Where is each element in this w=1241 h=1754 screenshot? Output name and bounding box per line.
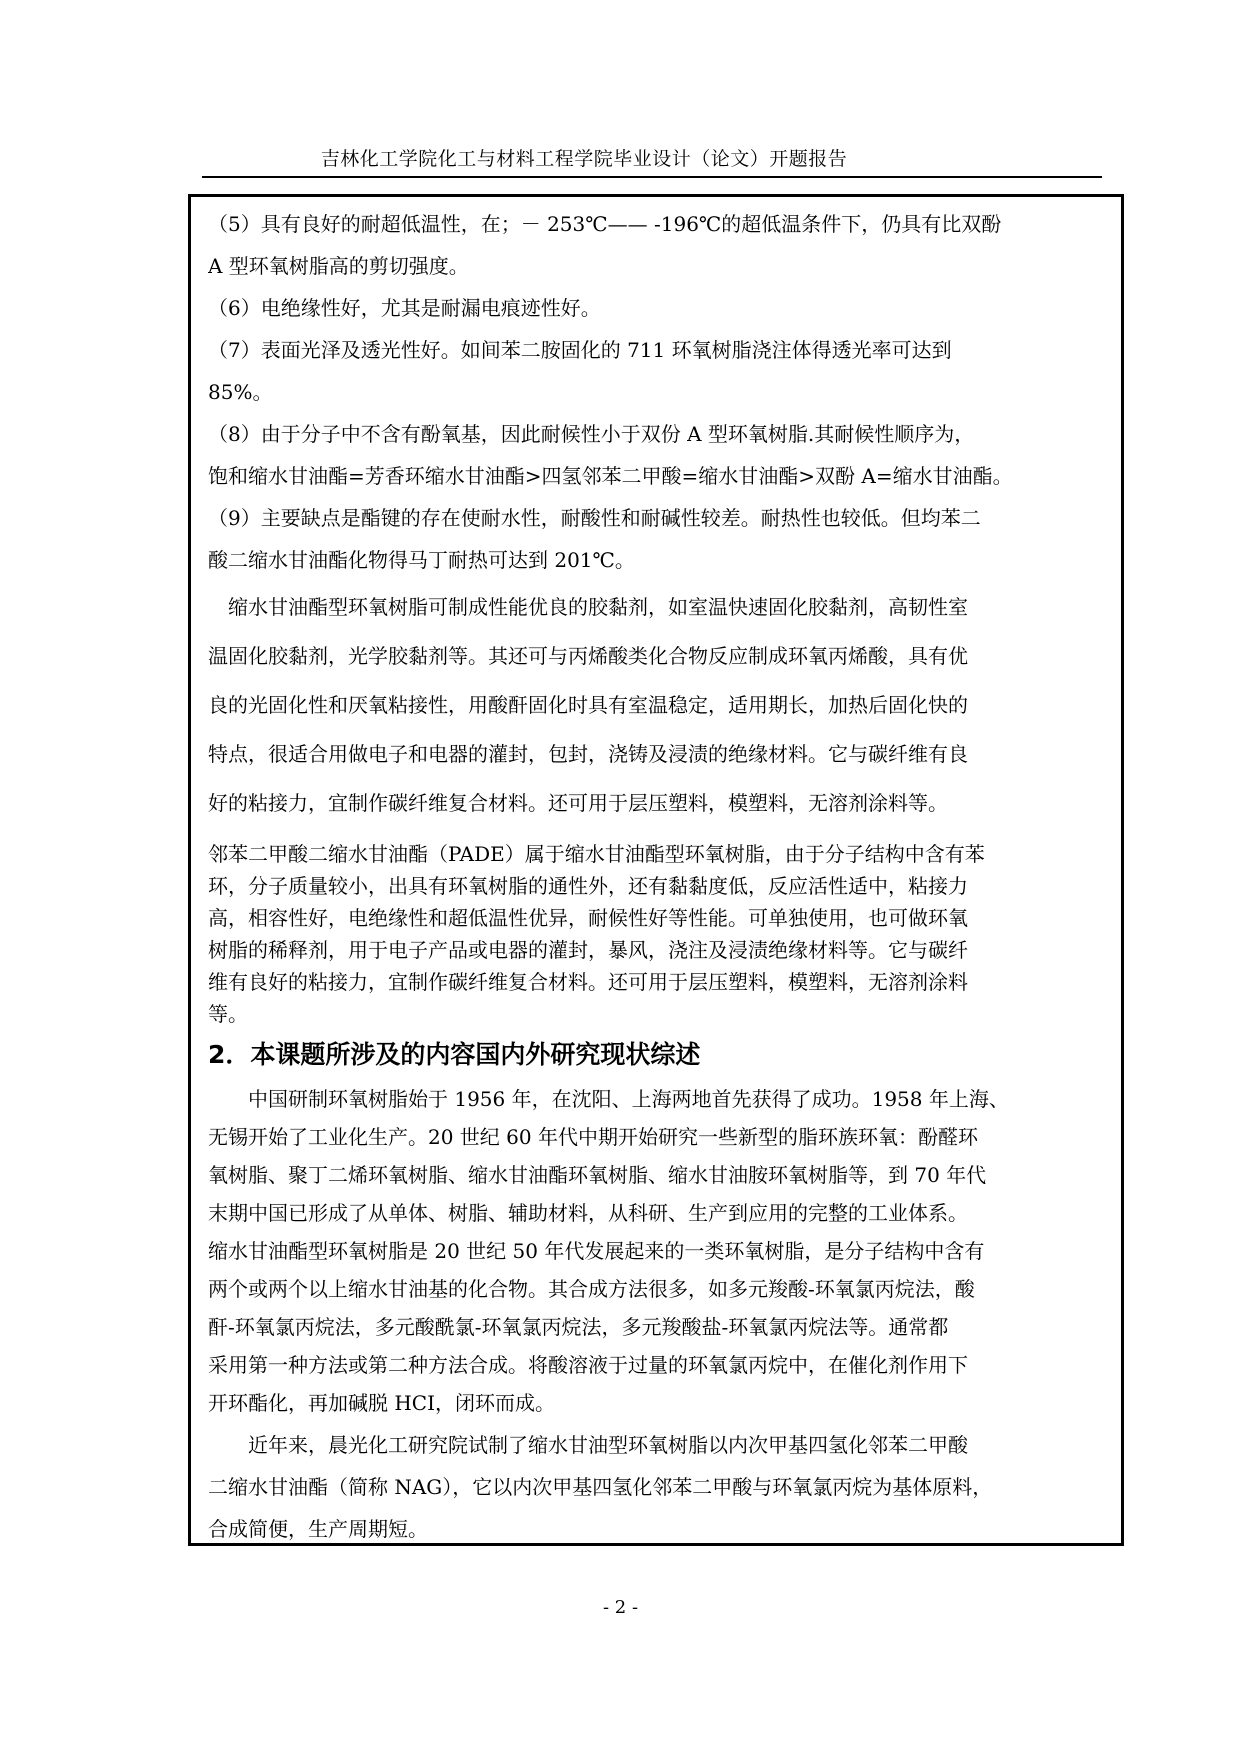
paragraph-line: 邻苯二甲酸二缩水甘油酯（PADE）属于缩水甘油酯型环氧树脂，由于分子结构中含有苯 <box>208 842 985 866</box>
paragraph-line: 特点，很适合用做电子和电器的灌封，包封，浇铸及浸渍的绝缘材料。它与碳纤维有良 <box>208 742 968 766</box>
paragraph-line: 环，分子质量较小，出具有环氧树脂的通性外，还有黏黏度低，反应活性适中，粘接力 <box>208 874 968 898</box>
properties-list <box>208 203 1108 581</box>
paragraph-line: 开环酯化，再加碱脱 HCI，闭环而成。 <box>208 1391 556 1415</box>
history-paragraph <box>208 1080 1108 1422</box>
paragraph-line: 树脂的稀释剂，用于电子产品或电器的灌封，暴风，浇注及浸渍绝缘材料等。它与碳纤 <box>208 938 968 962</box>
paragraph-line: 采用第一种方法或第二种方法合成。将酸溶液于过量的环氧氯丙烷中，在催化剂作用下 <box>208 1353 968 1377</box>
paragraph-line: 两个或两个以上缩水甘油基的化合物。其合成方法很多，如多元羧酸-环氧氯丙烷法，酸 <box>208 1277 975 1301</box>
paragraph-line: 好的粘接力，宜制作碳纤维复合材料。还可用于层压塑料，模塑料，无溶剂涂料等。 <box>208 791 948 815</box>
report-header-title: 吉林化工学院化工与材料工程学院毕业设计（论文）开题报告 <box>320 148 848 170</box>
recent-paragraph <box>208 1424 1108 1550</box>
property-line: （9）主要缺点是酯键的存在使耐水性，耐酸性和耐碱性较差。耐热性也较低。但均苯二 <box>208 506 981 530</box>
applications-paragraph <box>208 583 1108 828</box>
paragraph-line: 二缩水甘油酯（简称 NAG），它以内次甲基四氢化邻苯二甲酸与环氧氯丙烷为基体原料， <box>208 1475 993 1499</box>
property-line: A 型环氧树脂高的剪切强度。 <box>208 254 469 278</box>
property-line: 酸二缩水甘油酯化物得马丁耐热可达到 201℃。 <box>208 548 635 572</box>
header-divider <box>202 176 1102 178</box>
pade-paragraph <box>208 838 1108 1030</box>
property-line: 饱和缩水甘油酯=芳香环缩水甘油酯>四氢邻苯二甲酸=缩水甘油酯>双酚 A=缩水甘油酯。 <box>208 464 1013 488</box>
paragraph-line: 中国研制环氧树脂始于 1956 年，在沈阳、上海两地首先获得了成功。1958 年上海、 <box>208 1087 1009 1111</box>
paragraph-line: 近年来，晨光化工研究院试制了缩水甘油型环氧树脂以内次甲基四氢化邻苯二甲酸 <box>208 1433 968 1457</box>
property-line: （5）具有良好的耐超低温性，在；－ 253℃—— -196℃的超低温条件下，仍具有比双酚 <box>208 212 1002 236</box>
page-number: - 2 - <box>602 1597 639 1618</box>
paragraph-line: 等。 <box>208 1002 248 1026</box>
paragraph-line: 无锡开始了工业化生产。20 世纪 60 年代中期开始研究一些新型的脂环族环氧：酚醛环 <box>208 1125 978 1149</box>
paragraph-line: 酐-环氧氯丙烷法，多元酸酰氯-环氧氯丙烷法，多元羧酸盐-环氧氯丙烷法等。通常都 <box>208 1315 949 1339</box>
paragraph-line: 维有良好的粘接力，宜制作碳纤维复合材料。还可用于层压塑料，模塑料，无溶剂涂料 <box>208 970 968 994</box>
property-line: （8）由于分子中不含有酚氧基，因此耐候性小于双份 A 型环氧树脂.其耐候性顺序为， <box>208 422 975 446</box>
paragraph-line: 末期中国已形成了从单体、树脂、辅助材料，从科研、生产到应用的完整的工业体系。 <box>208 1201 968 1225</box>
paragraph-line: 缩水甘油酯型环氧树脂是 20 世纪 50 年代发展起来的一类环氧树脂，是分子结构中含有 <box>208 1239 985 1263</box>
report-content <box>208 203 1108 1550</box>
paragraph-line: 合成简便，生产周期短。 <box>208 1517 428 1541</box>
section-heading: 2．本课题所涉及的内容国内外研究现状综述 <box>208 1040 701 1069</box>
property-line: 85%。 <box>208 380 273 404</box>
property-line: （6）电绝缘性好，尤其是耐漏电痕迹性好。 <box>208 296 601 320</box>
paragraph-line: 高，相容性好，电绝缘性和超低温性优异，耐候性好等性能。可单独使用，也可做环氧 <box>208 906 968 930</box>
paragraph-line: 氧树脂、聚丁二烯环氧树脂、缩水甘油酯环氧树脂、缩水甘油胺环氧树脂等，到 70 年代 <box>208 1163 987 1187</box>
paragraph-line: 缩水甘油酯型环氧树脂可制成性能优良的胶黏剂，如室温快速固化胶黏剂，高韧性室 <box>208 595 968 619</box>
property-line: （7）表面光泽及透光性好。如间苯二胺固化的 711 环氧树脂浇注体得透光率可达到 <box>208 338 952 362</box>
paragraph-line: 温固化胶黏剂，光学胶黏剂等。其还可与丙烯酸类化合物反应制成环氧丙烯酸，具有优 <box>208 644 968 668</box>
paragraph-line: 良的光固化性和厌氧粘接性，用酸酐固化时具有室温稳定，适用期长，加热后固化快的 <box>208 693 968 717</box>
